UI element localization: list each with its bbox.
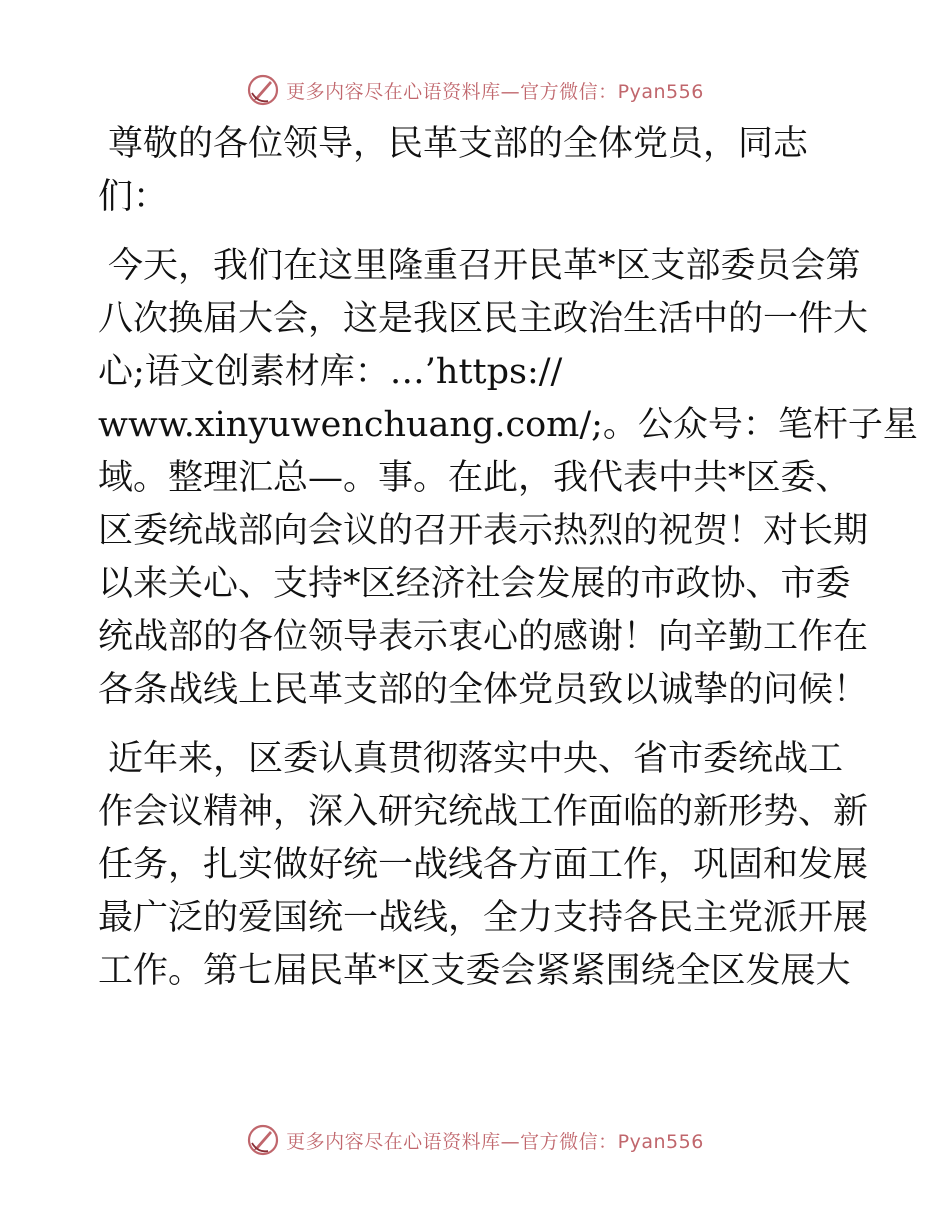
banner-text: 更多内容尽在心语资料库—官方微信：Pyan556 [286, 1130, 704, 1153]
text-line: 统战部的各位领导表示衷心的感谢！向辛勤工作在 [98, 617, 869, 657]
text-line: 近年来，区委认真贯彻落实中央、省市委统战工 [108, 739, 844, 779]
text-line: 工作。第七届民革*区支委会紧紧围绕全区发展大 [98, 951, 851, 991]
header-banner [0, 70, 950, 110]
text-line: 各条战线上民革支部的全体党员致以诚挚的问候！ [98, 670, 869, 710]
document-body [98, 118, 918, 1014]
footer-banner [0, 1120, 950, 1160]
text-line: 最广泛的爱国统一战线，全力支持各民主党派开展 [98, 898, 869, 938]
paragraph-recent-years [98, 733, 869, 998]
paragraph-opening [98, 240, 918, 717]
text-line: 域。整理汇总—。事。在此，我代表中共*区委、 [98, 458, 851, 498]
quill-pen-logo-icon [246, 1123, 280, 1157]
text-line: 今天，我们在这里隆重召开民革*区支部委员会第 [108, 246, 861, 286]
text-line: 心;语文创素材库：…’https:// [98, 352, 563, 392]
text-line: 们： [98, 177, 169, 217]
text-line: 以来关心、支持*区经济社会发展的市政协、市委 [98, 564, 851, 604]
text-line: www.xinyuwenchuang.com/;。公众号：笔杆子星 [98, 405, 918, 445]
text-line: 任务，扎实做好统一战线各方面工作，巩固和发展 [98, 845, 869, 885]
text-line: 区委统战部向会议的召开表示热烈的祝贺！对长期 [98, 511, 869, 551]
text-line: 尊敬的各位领导，民革支部的全体党员，同志 [108, 124, 809, 164]
banner-text: 更多内容尽在心语资料库—官方微信：Pyan556 [286, 80, 704, 103]
text-line: 八次换届大会，这是我区民主政治生活中的一件大 [98, 299, 869, 339]
quill-pen-logo-icon [246, 73, 280, 107]
text-line: 作会议精神，深入研究统战工作面临的新形势、新 [98, 792, 869, 832]
paragraph-salutation [98, 118, 858, 224]
